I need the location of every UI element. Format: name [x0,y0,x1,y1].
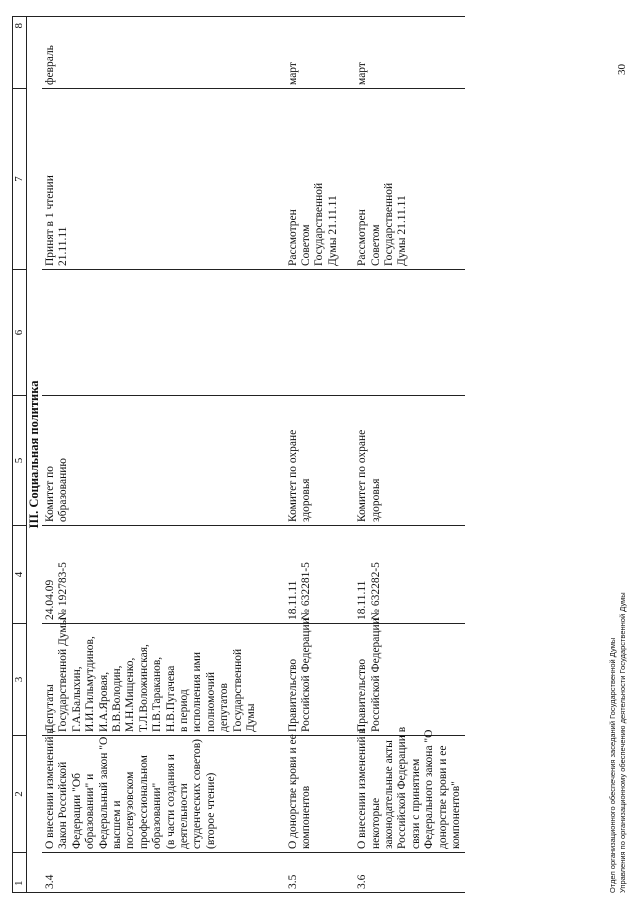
bill-author [353,618,465,736]
section-header-row [27,17,43,893]
status-line: 21.11.11 [57,226,70,266]
bill-title-line: Российской Федерации в [396,726,409,849]
bill-title-line: образовании" [151,782,164,849]
planned-month: февраль [42,17,262,89]
bill-author-line: полномочий [204,672,217,732]
bill-title-line: О внесении изменений в [356,728,369,849]
registration-date: 24.04.09 [44,579,56,620]
registration-number: № 632282-5 [369,562,382,620]
bill-title-line: (второе чтение) [204,772,217,849]
bill-registration [353,526,465,624]
table-row [284,17,344,893]
bill-title-line: компонентов" [449,781,462,849]
bill-title-line: компонентов [299,785,312,849]
registration-number: № 192783-5 [57,562,70,620]
planned-month: март [284,17,344,89]
column-header-4: 4 [13,526,27,624]
section-title: III. Социальная политика [27,17,43,893]
row-spacer [343,17,353,893]
bill-status [284,89,344,270]
registration-date: 18.11.11 [286,580,299,620]
responsible-committee [353,396,465,526]
table-row [353,17,465,893]
row-number: 3.5 [284,853,344,893]
committee-line: здоровья [369,478,382,522]
bill-title-line: О внесении изменений в [44,728,56,849]
status-line: Принят в 1 чтении [44,175,56,266]
bill-author-line: М.Н.Мищенко, [124,657,137,732]
bill-author-line: Правительство [286,658,299,732]
status-line: Государственной [382,182,395,266]
bill-registration [284,526,344,624]
bill-title-line: (в части создания и [164,754,177,849]
bill-author-line: депутатов [218,683,231,732]
page-number: 30 [616,64,628,75]
bill-author-line: Т.Л.Воложинская, [137,644,150,732]
bill-title-line: профессиональном [137,755,150,849]
bill-author-line: И.И.Гильмутдинов, [84,636,97,732]
bill-title-line: послевузовском [124,771,137,849]
bill-author-line: Российской Федерации [299,618,312,732]
column-header-6: 6 [13,270,27,396]
column-header-7: 7 [13,89,27,270]
status-line: Рассмотрен [286,209,299,266]
bill-title-line: Закон Российской [57,761,70,849]
column-6-cell [284,270,344,396]
bill-author-line: Государственной [231,648,244,732]
bill-title-line: деятельности [178,783,191,849]
column-header-2: 2 [13,736,27,853]
column-number-row [13,17,27,893]
bill-author-line: И.А.Яровая, [97,671,110,732]
bill-author-line: Думы [245,703,258,732]
responsible-committee [42,396,262,526]
column-6-cell [353,270,465,396]
column-header-3: 3 [13,624,27,736]
bill-author-line: П.В.Тараканов, [151,656,164,732]
row-spacer [262,17,284,893]
bill-author-line: Депутаты [44,684,56,732]
bill-author-line: Государственной Думы [57,617,70,732]
committee-line: Комитет по охране [356,429,369,522]
status-line: Советом [299,224,312,266]
committee-line: Комитет по [44,466,56,522]
bill-title [42,728,262,853]
bill-author-line: Г.А.Балыхин, [70,666,83,732]
bill-title-line: донорстве крови и ее [436,745,449,849]
column-header-5: 5 [13,396,27,526]
registration-number: № 632281-5 [299,562,312,620]
bill-title-line: О донорстве крови и ее [286,734,299,849]
bill-author-line: В.В.Володин, [111,665,124,732]
bill-title [353,726,465,853]
status-line: Рассмотрен [356,209,369,266]
committee-line: Комитет по охране [286,429,299,522]
column-header-8: 8 [13,17,27,89]
bill-author-line: Правительство [356,658,369,732]
bill-title-line: Федеральный закон "О [97,736,110,849]
footer-line-directorate: Управления по организационному обеспечению деятельности Государственной Думы [617,592,627,893]
row-number: 3.4 [42,853,262,893]
bill-title [284,736,344,853]
bill-author-line: Российской Федерации [369,618,382,732]
bill-title-line: высшем и [111,800,124,849]
responsible-committee [284,396,344,526]
bill-author-line: Н.В.Пугачева [164,665,177,732]
bill-title-line: законодательные акты [382,740,395,849]
bill-author-line: в период [178,689,191,732]
bill-registration [42,526,262,624]
bill-status [353,89,465,270]
bill-author-line: исполнения ими [191,651,204,732]
legislation-table [12,16,465,893]
planned-month: март [353,17,465,89]
committee-line: здоровья [299,478,312,522]
footer-line-department: Отдел организационного обеспечения заседаний Государственной Думы [608,637,617,893]
column-header-1: 1 [13,853,27,893]
bill-author [42,617,262,736]
status-line: Думы 21.11.11 [396,195,409,266]
table-row [42,17,262,893]
status-line: Советом [369,224,382,266]
bill-status [42,89,262,270]
page-footer [608,592,627,893]
row-number: 3.6 [353,853,465,893]
bill-title-line: Федерации "Об [70,772,83,849]
committee-line: образованию [57,458,70,522]
bill-title-line: связи с принятием [409,758,422,849]
status-line: Думы 21.11.11 [326,195,339,266]
bill-title-line: студенческих советов) [191,739,204,849]
registration-date: 18.11.11 [356,580,369,620]
status-line: Государственной [313,182,326,266]
bill-title-line: образовании" и [84,773,97,849]
bill-title-line: Федерального закона "О [423,729,436,849]
bill-title-line: некоторые [369,797,382,849]
column-6-cell [42,270,262,396]
bill-author [284,618,344,736]
